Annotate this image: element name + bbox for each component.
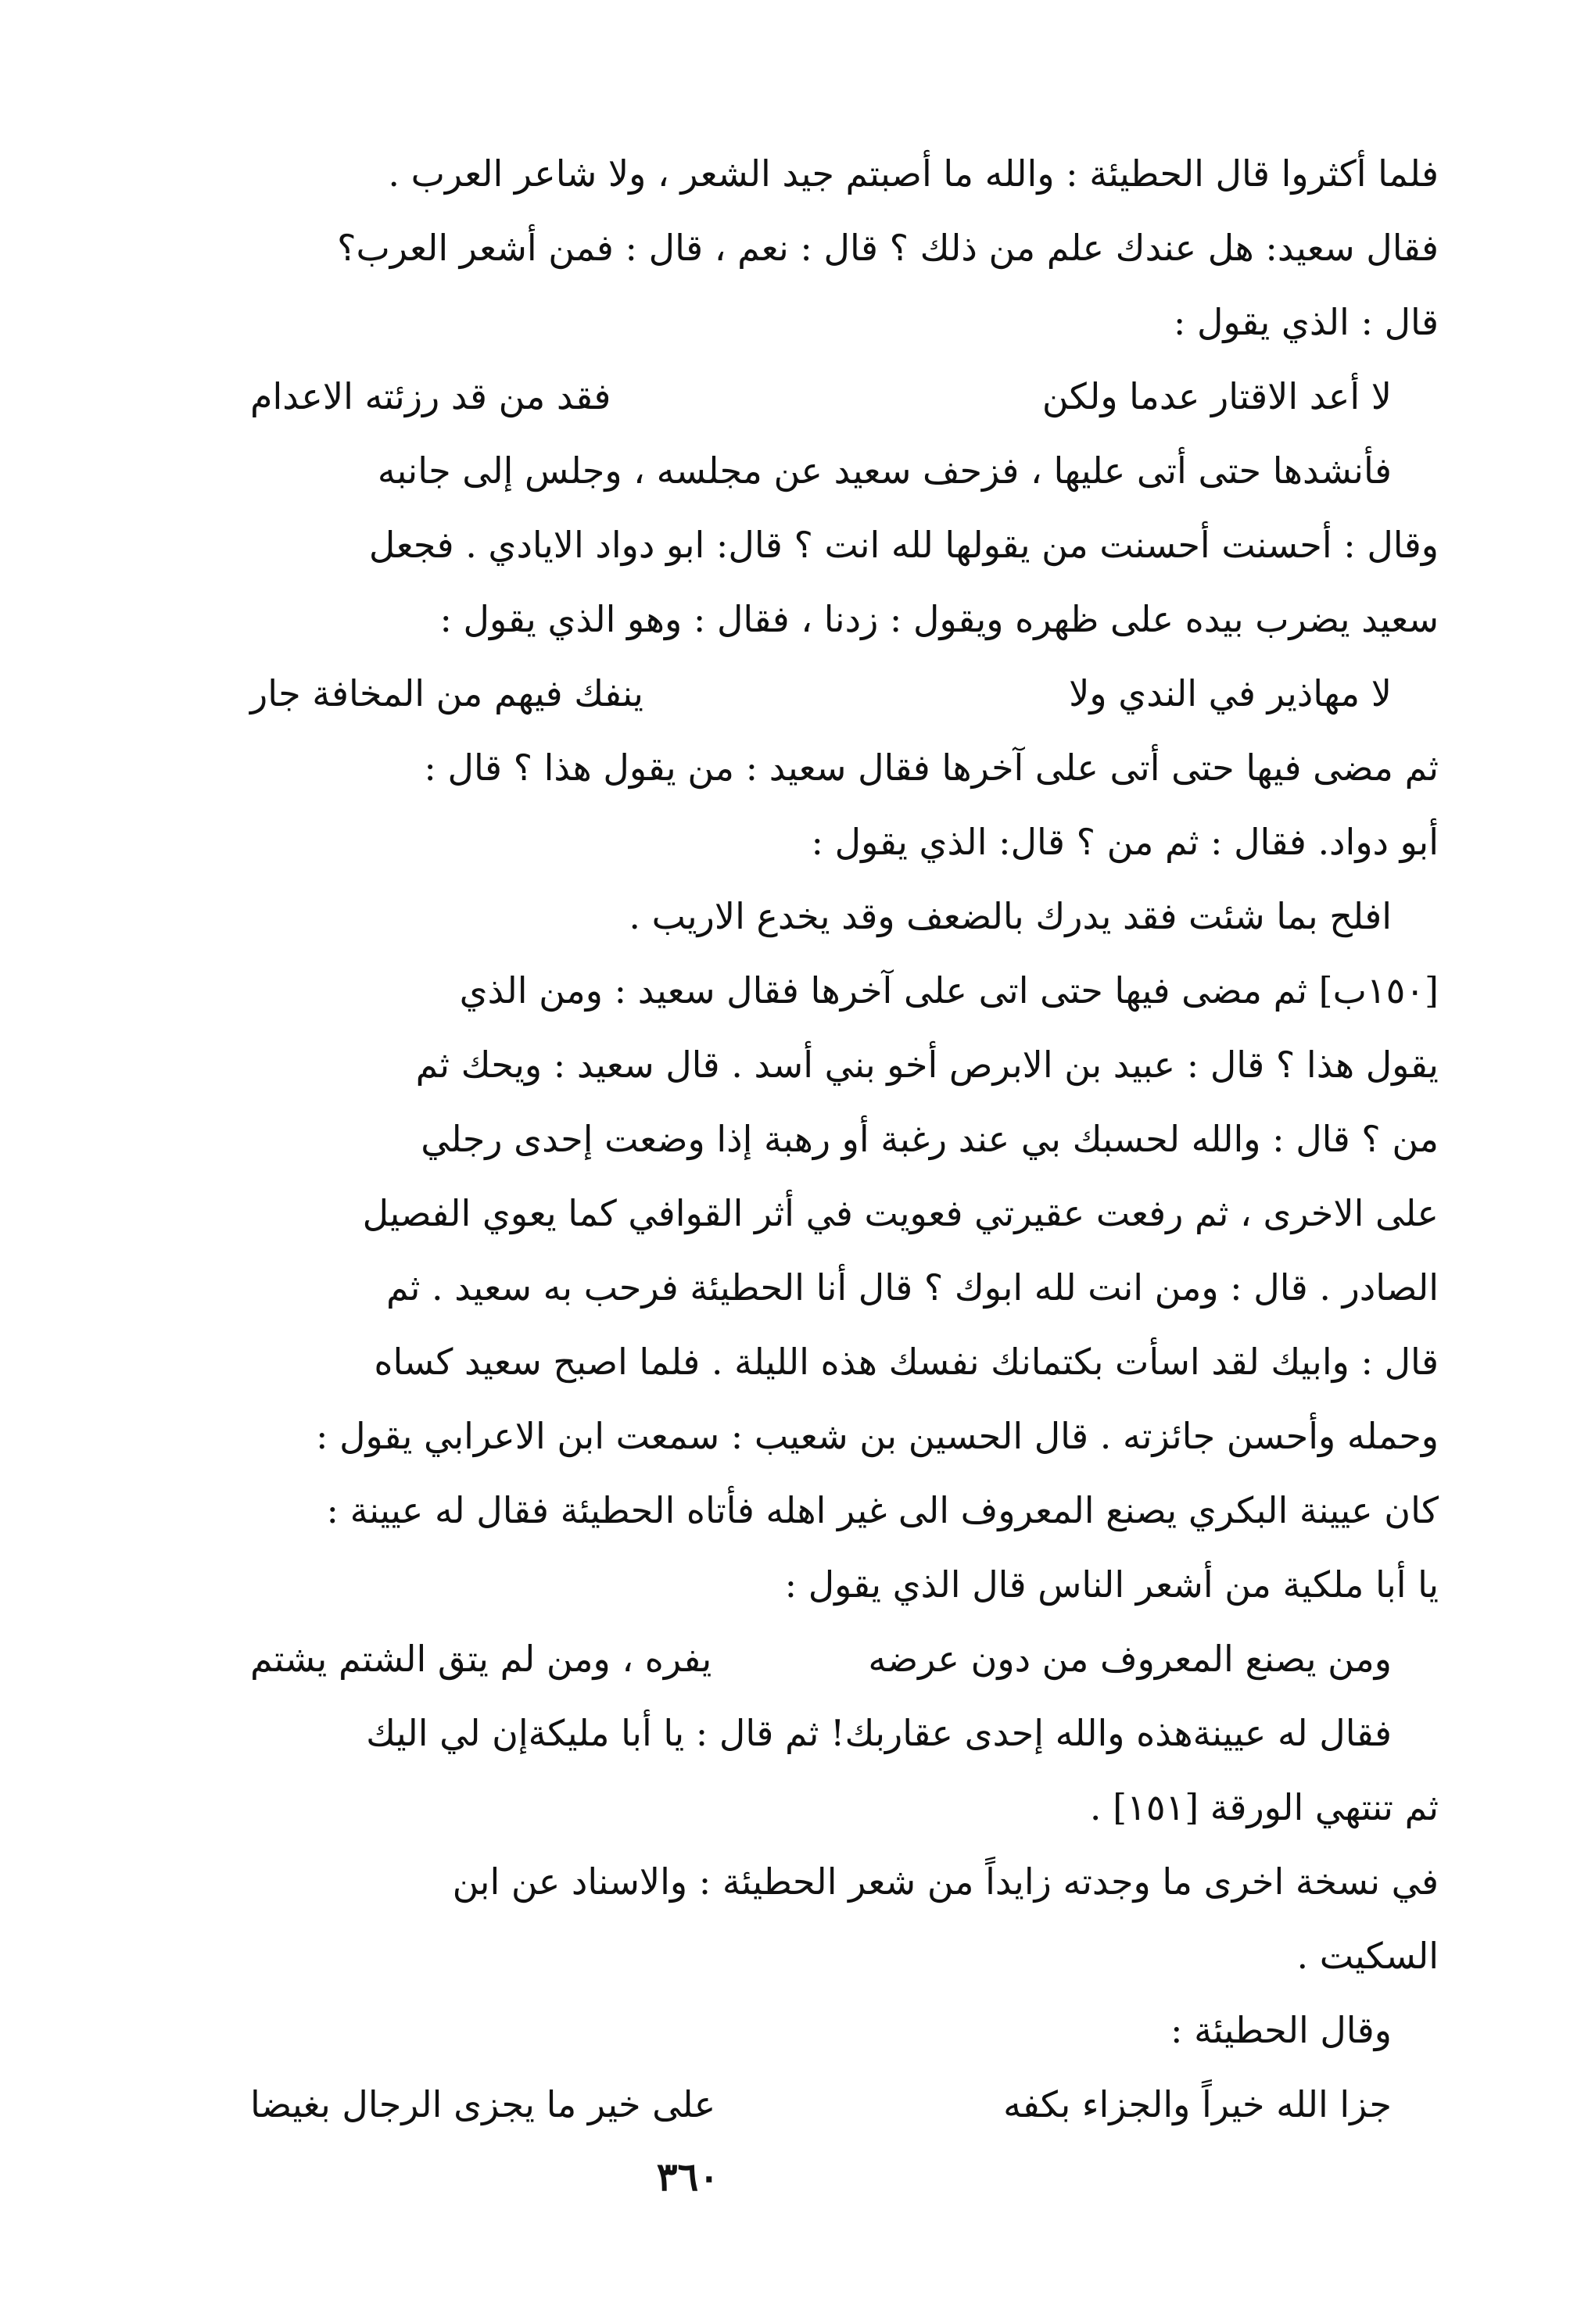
text-line: فقال له عيينةهذه والله إحدى عقاربك! ثم قال : يا أبا مليكةإن لي اليك (366, 1712, 1392, 1754)
text-line: فأنشدها حتى أتى عليها ، فزحف سعيد عن مجلسه ، وجلس إلى جانبه (377, 449, 1392, 492)
text-line: [١٥٠ب] ثم مضى فيها حتى اتى على آخرها فقال سعيد : ومن الذي (459, 969, 1439, 1012)
text-line: على الاخرى ، ثم رفعت عقيرتي فعويت في أثر القوافي كما يعوي الفصيل (362, 1192, 1439, 1234)
verse-hemistich-second: يفره ، ومن لم يتق الشتم يشتم (250, 1638, 712, 1680)
text-line: أبو دواد. فقال : ثم من ؟ قال: الذي يقول : (811, 821, 1439, 863)
verse-hemistich-second: ينفك فيهم من المخافة جار (250, 672, 643, 714)
verse-hemistich-first: لا أعد الاقتار عدما ولكن (1041, 375, 1392, 417)
verse-hemistich-first: جزا الله خيراً والجزاء بكفه (1003, 2083, 1392, 2125)
verse-line (156, 360, 1439, 434)
text-line: قال : وابيك لقد اسأت بكتمانك نفسك هذه الليلة . فلما اصبح سعيد كساه (374, 1341, 1439, 1383)
text-line: يا أبا ملكية من أشعر الناس قال الذي يقول : (784, 1563, 1439, 1606)
text-line: سعيد يضرب بيده على ظهره ويقول : زدنا ، فقال : وهو الذي يقول : (439, 598, 1439, 640)
text-line: وحمله وأحسن جائزته . قال الحسين بن شعيب : سمعت ابن الاعرابي يقول : (316, 1415, 1439, 1457)
text-line: كان عيينة البكري يصنع المعروف الى غير اهله فأتاه الحطيئة فقال له عيينة : (326, 1489, 1439, 1531)
verse-hemistich-first: ومن يصنع المعروف من دون عرضه (868, 1638, 1392, 1680)
text-line: في نسخة اخرى ما وجدته زايداً من شعر الحطيئة : والاسناد عن ابن (452, 1860, 1439, 1903)
text-line: السكيت . (1296, 1935, 1439, 1977)
text-line: قال : الذي يقول : (1173, 301, 1439, 343)
text-line: من ؟ قال : والله لحسبك بي عند رغبة أو رهبة إذا وضعت إحدى رجلي (421, 1118, 1439, 1160)
verse-line (156, 2068, 1439, 2142)
text-block (156, 137, 1439, 2142)
text-line: ثم مضى فيها حتى أتى على آخرها فقال سعيد : من يقول هذا ؟ قال : (424, 747, 1439, 789)
verse-line (156, 1622, 1439, 1696)
text-line: فقال سعيد: هل عندك علم من ذلك ؟ قال : نعم ، قال : فمن أشعر العرب؟ (337, 227, 1439, 269)
text-line: يقول هذا ؟ قال : عبيد بن الابرص أخو بني أسد . قال سعيد : ويحك ثم (415, 1044, 1439, 1086)
page-number: ٣٦٠ (656, 2154, 720, 2200)
verse-hemistich-first: لا مهاذير في الندي ولا (1069, 672, 1392, 714)
verse-hemistich-second: على خير ما يجزى الرجال بغيضا (250, 2083, 716, 2125)
verse-line (156, 657, 1439, 731)
text-line: الصادر . قال : ومن انت لله ابوك ؟ قال أنا الحطيئة فرحب به سعيد . ثم (385, 1266, 1439, 1309)
text-line: افلح بما شئت فقد يدرك بالضعف وقد يخدع الاريب . (629, 895, 1392, 937)
text-line: وقال الحطيئة : (1170, 2009, 1392, 2051)
verse-hemistich-second: فقد من قد رزئته الاعدام (250, 375, 611, 417)
text-line: ثم تنتهي الورقة [١٥١] . (1089, 1786, 1439, 1828)
text-line: فلما أكثروا قال الحطيئة : والله ما أصبتم جيد الشعر ، ولا شاعر العرب . (388, 152, 1439, 195)
text-line: وقال : أحسنت أحسنت من يقولها لله انت ؟ قال: ابو دواد الايادي . فجعل (368, 524, 1439, 566)
